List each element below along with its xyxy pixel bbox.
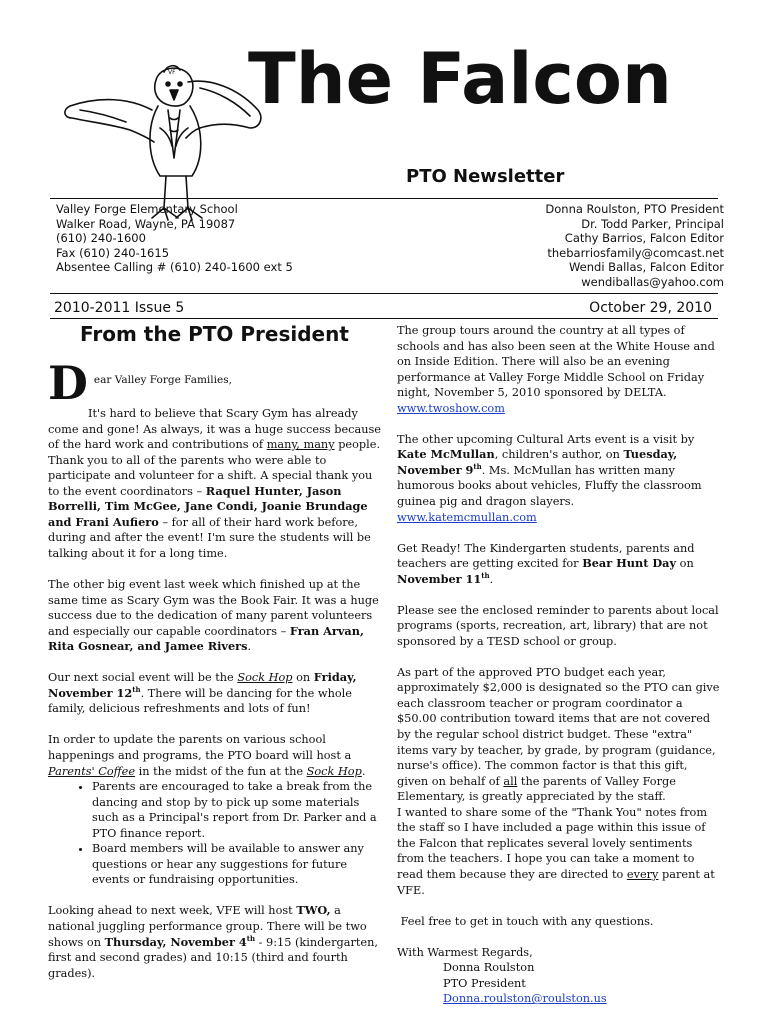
absentee-line: Absentee Calling # (610) 240-1600 ext 5 [56, 260, 293, 275]
right-column [397, 323, 720, 1007]
school-phone: (610) 240-1600 [56, 231, 146, 246]
greeting-paragraph [48, 355, 382, 562]
p1-text-a: It's hard to believe that Scary Gym has already come and gone! As always, it was a huge success because of the hard work and contributions of [48, 407, 381, 452]
signature-title: PTO President [443, 976, 526, 990]
issue-label: 2010-2011 Issue 5 [54, 300, 185, 316]
closing: With Warmest Regards, [397, 945, 533, 959]
sock-hop-paragraph: Our next social event will be the Sock Hop on Friday, November 12th. There will be dancing for the whole family, delicious refreshments and lots of fun! [48, 670, 357, 716]
school-address: Walker Road, Wayne, PA 19087 [56, 216, 236, 231]
principal: Dr. Todd Parker, Principal [581, 216, 724, 231]
group-tours-paragraph: The group tours around the country at all types of schools and has also been seen at the White House and on Inside Edition. There will also be an evening performance at Valley Forge Middle School on Friday night, November 5, 2010 sponsored by DELTA. www.twoshow.com [397, 324, 715, 415]
get-in-touch-paragraph: Feel free to get in touch with any questions. [397, 914, 654, 928]
p1-text-b: people. Thank you to all of the parents who were able to participate and volunteer for a shift. A special thank you to the event coordinators – [48, 438, 381, 498]
sock-hop-date: Friday, November 12 [48, 670, 357, 700]
twoshow-link[interactable]: www.twoshow.com [397, 401, 505, 415]
signature-name: Donna Roulston [443, 961, 535, 975]
school-name: Valley Forge Elementary School [56, 202, 238, 216]
book-fair-names: Fran Arvan, Rita Gosnear, and Jamee Rivers [48, 623, 364, 654]
budget-paragraph: As part of the approved PTO budget each year, approximately $2,000 is designated so the PTO can give each classroom teacher or program coordinator a $50.00 contribution toward items that are not covered by the regular school district budget. These "extra" items vary by teacher, by grade, by program (guidance, nurse's office). The common factor is that this gift, given on behalf of all the parents of Valley Forge Elementary, is greatly appreciated by the staff. I wanted to share some of the "Thank You" notes from the staff so I have included a page within this issue of the Falcon that replicates several lovely sentiments from the teachers. I hope you can take a moment to read them because they are directed to every parent at VFE. [397, 665, 720, 897]
p1-text-c: – for all of their hard work before, during and after the event! I'm sure the students will be talking about it for a long time. [48, 515, 371, 561]
pto-president: Donna Roulston, PTO President [545, 202, 724, 216]
school-contact-block [56, 202, 293, 275]
left-column [48, 322, 382, 997]
staff-contact-block [545, 202, 724, 290]
president-email-link[interactable]: Donna.roulston@roulston.us [443, 992, 607, 1006]
drop-cap: D [48, 355, 88, 410]
editor-1-email: thebarriosfamily@comcast.net [547, 245, 724, 260]
juggling-paragraph: Looking ahead to next week, VFE will host TWO, a national juggling performance group. There will be two shows on Thursday, November 4th - 9:15 (kindergarten, first and second grades) and 10:15 (third and fourth grades). [48, 903, 378, 980]
header-rule-top [50, 198, 718, 199]
section-heading: From the PTO President [80, 322, 349, 346]
p1-names: Raquel Hunter, Jason Borrelli, Tim McGee, Jane Condi, Joanie Brundage and Frani Aufiero [48, 483, 368, 529]
svg-text:VF: VF [168, 69, 176, 76]
book-fair-paragraph: The other big event last week which finished up at the same time as Scary Gym was the Book Fair. It was a huge success due to the dedication of many parent volunteers and especially our capable coordinators – Fran Arvan, Rita Gosnear, and Jamee Rivers. [48, 578, 379, 654]
signature-block [397, 945, 720, 1007]
bullet-item: • Board members will be available to answer any questions or hear any suggestions for future events or fundraising opportunities. [92, 841, 382, 888]
bullet-item: • Parents are encouraged to take a break from the dancing and stop by to pick up some materials such as a Principal's report from Dr. Parker and a PTO finance report. [92, 779, 382, 841]
katemcmullan-link[interactable]: www.katemcmullan.com [397, 510, 537, 524]
p1-underlined: many, many [266, 438, 335, 452]
issue-rule [50, 318, 718, 319]
issue-date: October 29, 2010 [589, 300, 712, 316]
sock-hop-link-text: Sock Hop [237, 671, 293, 685]
editor-2-email: wendiballas@yahoo.com [581, 274, 724, 289]
editor-1: Cathy Barrios, Falcon Editor [564, 231, 724, 246]
parents-coffee-text: Parents' Coffee [48, 764, 136, 778]
cultural-arts-paragraph: The other upcoming Cultural Arts event is a visit by Kate McMullan, children's author, on Tuesday, November 9th. Ms. McMullan has written many humorous books about vehicles, Fluffy the classroom guinea pig and dragon slayers. www.katemcmullan.com [397, 432, 702, 524]
greeting-text: ear Valley Forge Families, [93, 373, 232, 386]
coffee-bullet-list [48, 779, 382, 888]
masthead-title: The Falcon [248, 38, 672, 120]
parents-coffee-paragraph: In order to update the parents on various school happenings and programs, the PTO board will host a Parents' Coffee in the midst of the fun at the Sock Hop. [48, 733, 366, 778]
masthead-subtitle: PTO Newsletter [406, 166, 565, 187]
local-programs-paragraph: Please see the enclosed reminder to parents about local programs (sports, recreation, art, library) that are not sponsored by a TESD school or group. [397, 603, 719, 648]
school-fax: Fax (610) 240-1615 [56, 245, 170, 260]
editor-2: Wendi Ballas, Falcon Editor [568, 260, 724, 275]
header-rule-bottom [50, 293, 718, 294]
bear-hunt-paragraph: Get Ready! The Kindergarten students, parents and teachers are getting excited for Bear Hunt Day on November 11th. [397, 541, 695, 586]
